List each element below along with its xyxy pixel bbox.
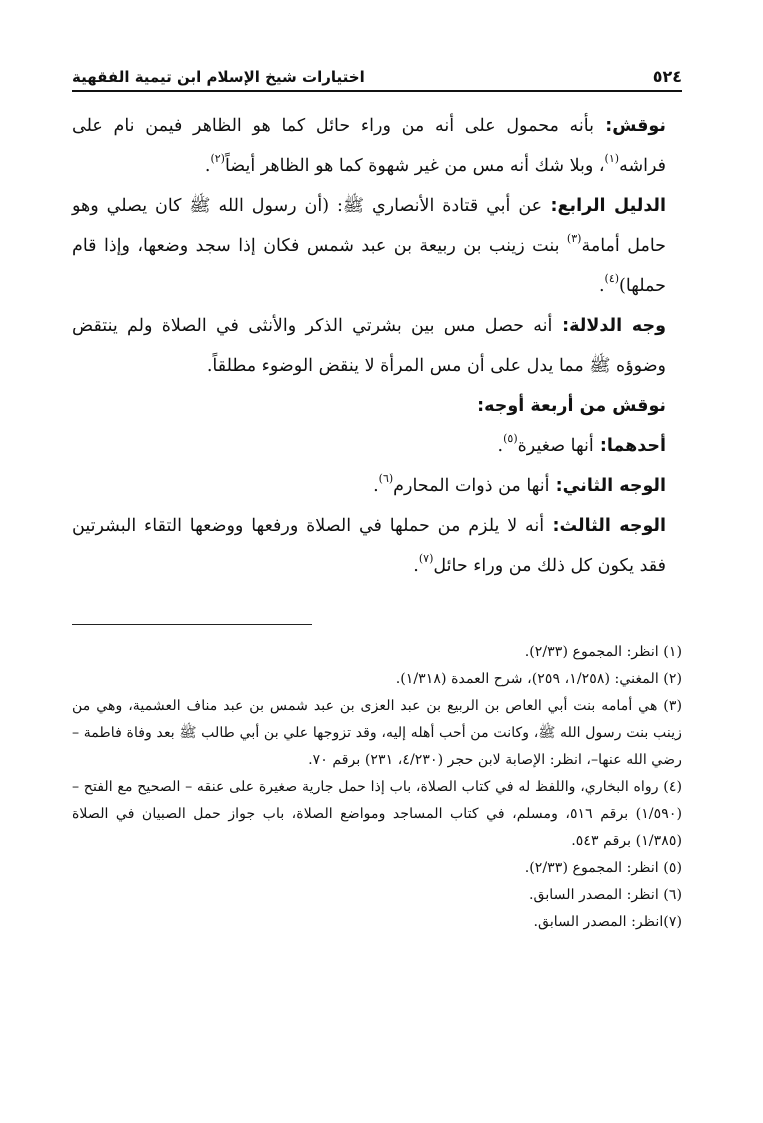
footnote-number: (٦): [663, 887, 682, 903]
paragraph-text: أنه لا يلزم من حملها في الصلاة ورفعها ووضعها التقاء البشرتين فقد يكون كل ذلك من وراء حائل: [72, 516, 666, 576]
footnote-text: انظر: المجموع (٢/٣٣).: [524, 860, 659, 876]
footnote-text: هي أمامه بنت أبي العاص بن الربيع بن عبد العزى بن عبد شمس بن عبد مناف العشمية، وهي من زينب بنت رسول الله ﷺ، وكانت من أحب أهله إليه، وقد تزوجها علي بن أبي طالب ﷺ بعد وفاة فاطمة – رضي الله عنها–، انظر: الإصابة لابن حجر (٤/٢٣٠، ٢٣١) برقم ٧٠.: [72, 698, 682, 768]
footnote-ref[interactable]: (٥): [503, 432, 518, 446]
footnote-3: [72, 693, 682, 774]
paragraph-text: أنها صغيرة: [517, 436, 594, 456]
running-header: [72, 58, 682, 92]
footnote-2: [72, 666, 682, 693]
paragraph-aspect-two: [72, 466, 682, 506]
footnote-ref[interactable]: (١): [604, 152, 620, 166]
footnote-ref[interactable]: (٧): [418, 552, 434, 566]
footnote-number: (٧): [663, 914, 682, 930]
paragraph-text: أنها من ذوات المحارم: [393, 476, 550, 496]
footnote-separator-wrap: [72, 586, 682, 639]
paragraph-text: أنه حصل مس بين بشرتي الذكر والأنثى في الصلاة ولم ينتقض وضوؤه ﷺ مما يدل على أن مس المرأة لا ينقض الوضوء مطلقاً.: [72, 316, 666, 376]
paragraph-text: بنت زينب بن ربيعة بن عبد شمس فكان إذا سجد وضعها، وإذا قام حملها): [72, 236, 666, 296]
paragraph-lead: نوقش من أربعة أوجه:: [477, 396, 666, 416]
page-number: ٥٢٤: [652, 67, 682, 86]
paragraph-lead: الوجه الثاني:: [549, 476, 666, 496]
footnote-text: المغني: (١/٢٥٨، ٢٥٩)، شرح العمدة (١/٣١٨).: [395, 671, 659, 687]
footnote-number: (٣): [663, 698, 682, 714]
footnote-text: انظر: المصدر السابق.: [533, 914, 664, 930]
paragraph-aspect-three: [72, 506, 682, 586]
footnote-number: (٢): [663, 671, 682, 687]
paragraph-text: .: [204, 156, 211, 176]
footnote-ref[interactable]: (٣): [566, 232, 582, 246]
footnote-7: [72, 909, 682, 936]
footnotes: [72, 639, 682, 936]
footnote-ref[interactable]: (٦): [378, 472, 394, 486]
paragraph-lead: وجه الدلالة:: [552, 316, 666, 336]
footnote-number: (٤): [663, 779, 682, 795]
paragraph-lead: الدليل الرابع:: [542, 196, 666, 216]
paragraph-text: .: [497, 436, 504, 456]
footnote-6: [72, 882, 682, 909]
paragraph-text: .: [598, 276, 605, 296]
footnote-separator: [72, 624, 312, 625]
footnote-4: [72, 774, 682, 855]
paragraph-lead: أحدهما:: [593, 436, 666, 456]
paragraph-lead: الوجه الثالث:: [544, 516, 666, 536]
paragraph-text: .: [373, 476, 379, 496]
footnote-number: (٥): [663, 860, 682, 876]
footnote-ref[interactable]: (٤): [604, 272, 620, 286]
footnote-text: انظر: المجموع (٢/٣٣).: [524, 644, 659, 660]
paragraph-text: بأنه محمول على أنه من وراء حائل كما هو الظاهر فيمن نام على فراشه: [72, 116, 666, 176]
footnote-1: [72, 639, 682, 666]
paragraph-lead: نوقش:: [594, 116, 666, 136]
book-page: [72, 58, 682, 936]
paragraph-indication: [72, 306, 682, 386]
paragraph-four-aspects: [72, 386, 682, 426]
footnote-text: رواه البخاري، واللفظ له في كتاب الصلاة، باب إذا حمل جارية صغيرة على عنقه – الصحيح مع الفتح – (١/٥٩٠) برقم ٥١٦، ومسلم، في كتاب المساجد ومواضع الصلاة، باب جواز حمل الصبيان في الصلاة (١/٣٨٥) برقم ٥٤٣.: [72, 779, 682, 849]
paragraph-objection: [72, 106, 682, 186]
paragraph-aspect-one: [72, 426, 682, 466]
main-text: [72, 106, 682, 586]
running-title: اختيارات شيخ الإسلام ابن تيمية الفقهية: [72, 68, 365, 86]
paragraph-text: ، وبلا شك أنه مس من غير شهوة كما هو الظاهر أيضاً: [224, 156, 605, 176]
footnote-ref[interactable]: (٢): [210, 152, 225, 166]
footnote-5: [72, 855, 682, 882]
footnote-text: انظر: المصدر السابق.: [529, 887, 659, 903]
footnote-number: (١): [663, 644, 682, 660]
paragraph-text: عن أبي قتادة الأنصاري ﷺ: (أن رسول الله ﷺ كان يصلي وهو حامل أمامة: [72, 196, 666, 256]
paragraph-text: .: [413, 556, 419, 576]
paragraph-fourth-evidence: [72, 186, 682, 306]
